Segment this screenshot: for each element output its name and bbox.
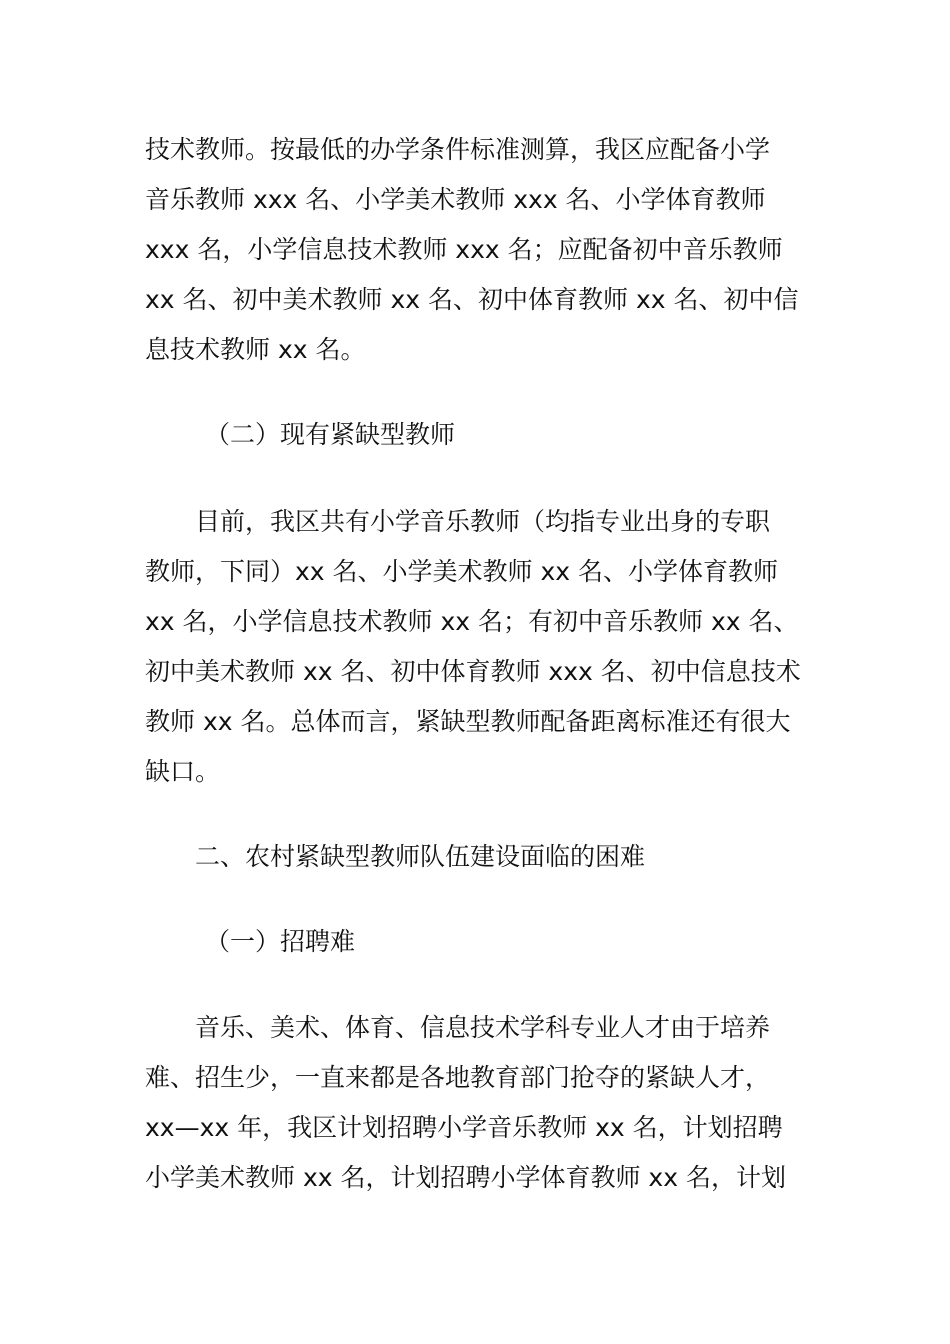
paragraph-line: 缺口。 [145, 757, 221, 786]
paragraph-line: 教师，下同）xx 名、小学美术教师 xx 名、小学体育教师 [145, 557, 779, 586]
section-heading: 二、农村紧缺型教师队伍建设面临的困难 [195, 842, 646, 871]
paragraph-line: 难、招生少，一直来都是各地教育部门抢夺的紧缺人才， [145, 1063, 771, 1092]
paragraph-line: 初中美术教师 xx 名、初中体育教师 xxx 名、初中信息技术 [145, 657, 801, 686]
subheading: （一）招聘难 [205, 927, 356, 956]
paragraph-line: xx 名，小学信息技术教师 xx 名；有初中音乐教师 xx 名、 [145, 607, 799, 636]
paragraph-line: xxx 名，小学信息技术教师 xxx 名；应配备初中音乐教师 [145, 235, 783, 264]
paragraph-line: 技术教师。按最低的办学条件标准测算，我区应配备小学 [145, 135, 771, 164]
paragraph-line: 目前，我区共有小学音乐教师（均指专业出身的专职 [195, 507, 771, 536]
paragraph-line: 息技术教师 xx 名。 [145, 335, 366, 364]
subheading: （二）现有紧缺型教师 [205, 420, 456, 449]
paragraph-line: 教师 xx 名。总体而言，紧缺型教师配备距离标准还有很大 [145, 707, 791, 736]
paragraph-line: 小学美术教师 xx 名，计划招聘小学体育教师 xx 名，计划 [145, 1163, 786, 1192]
paragraph-line: 音乐教师 xxx 名、小学美术教师 xxx 名、小学体育教师 [145, 185, 766, 214]
paragraph-line: xx—xx 年，我区计划招聘小学音乐教师 xx 名，计划招聘 [145, 1113, 783, 1142]
paragraph-line: 音乐、美术、体育、信息技术学科专业人才由于培养 [195, 1013, 771, 1042]
paragraph-line: xx 名、初中美术教师 xx 名、初中体育教师 xx 名、初中信 [145, 285, 799, 314]
